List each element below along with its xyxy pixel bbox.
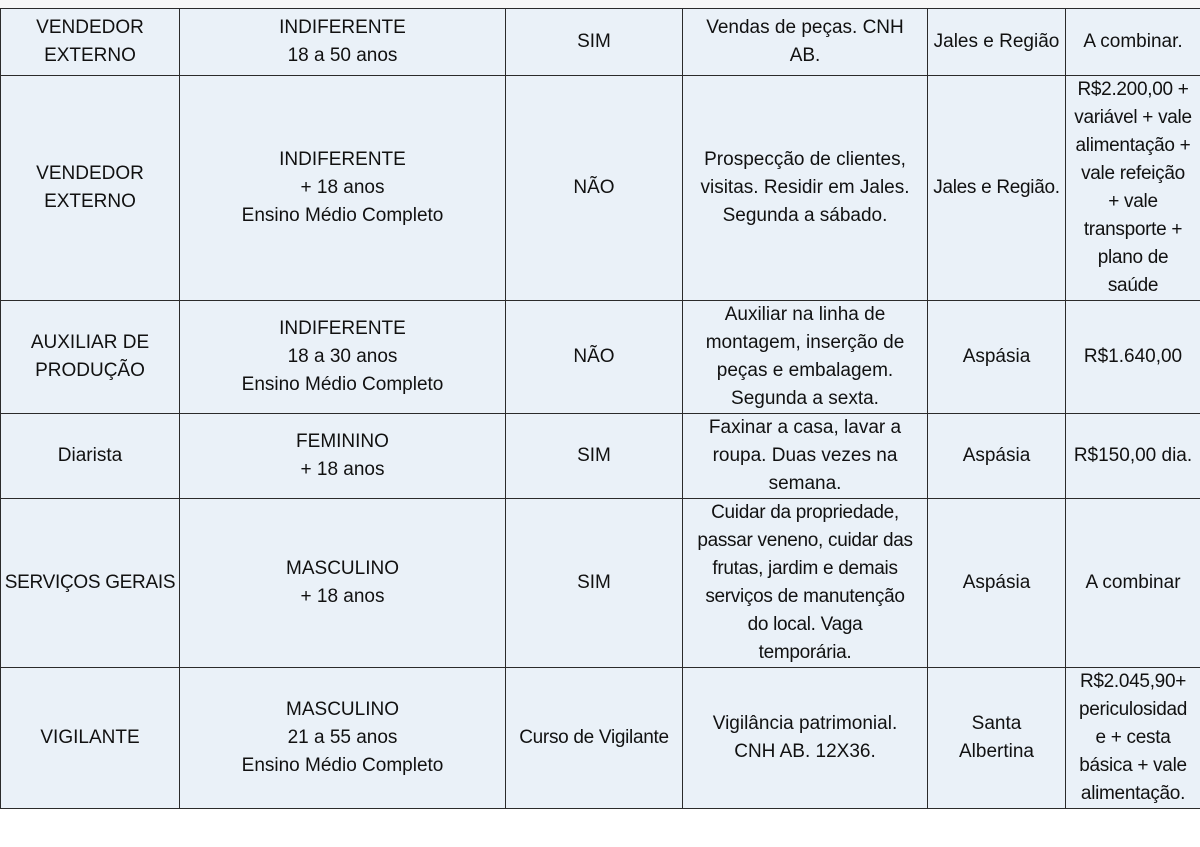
table-row bbox=[1, 76, 1200, 301]
role-cell: VIGILANTE bbox=[1, 668, 180, 809]
experience-cell: Curso de Vigilante bbox=[506, 668, 683, 809]
salary-cell: A combinar bbox=[1066, 499, 1200, 668]
description-cell: Faxinar a casa, lavar a roupa. Duas vezes na semana. bbox=[683, 414, 928, 499]
location-cell: Jales e Região. bbox=[928, 76, 1066, 301]
salary-cell: R$2.045,90+ periculosidad e + cesta básica + vale alimentação. bbox=[1066, 668, 1200, 809]
location-cell: Aspásia bbox=[928, 414, 1066, 499]
table-row bbox=[1, 668, 1200, 809]
role-cell: VENDEDOR EXTERNO bbox=[1, 9, 180, 76]
profile-cell: INDIFERENTE + 18 anos Ensino Médio Completo bbox=[180, 76, 506, 301]
description-cell: Vigilância patrimonial. CNH AB. 12X36. bbox=[683, 668, 928, 809]
profile-cell: INDIFERENTE 18 a 30 anos Ensino Médio Completo bbox=[180, 301, 506, 414]
location-cell: Santa Albertina bbox=[928, 668, 1066, 809]
table-row bbox=[1, 301, 1200, 414]
job-openings-table bbox=[0, 8, 1200, 809]
table-row bbox=[1, 414, 1200, 499]
experience-cell: SIM bbox=[506, 9, 683, 76]
description-cell: Prospecção de clientes, visitas. Residir em Jales. Segunda a sábado. bbox=[683, 76, 928, 301]
salary-cell: R$2.200,00 + variável + vale alimentação + vale refeição + vale transporte + plano de saúde bbox=[1066, 76, 1200, 301]
salary-cell: R$150,00 dia. bbox=[1066, 414, 1200, 499]
profile-cell: MASCULINO 21 a 55 anos Ensino Médio Completo bbox=[180, 668, 506, 809]
role-cell: VENDEDOR EXTERNO bbox=[1, 76, 180, 301]
description-cell: Cuidar da propriedade, passar veneno, cuidar das frutas, jardim e demais serviços de manutenção do local. Vaga temporária. bbox=[683, 499, 928, 668]
salary-cell: A combinar. bbox=[1066, 9, 1200, 76]
top-strip bbox=[0, 0, 1200, 8]
profile-cell: INDIFERENTE 18 a 50 anos bbox=[180, 9, 506, 76]
location-cell: Aspásia bbox=[928, 301, 1066, 414]
description-cell: Auxiliar na linha de montagem, inserção de peças e embalagem. Segunda a sexta. bbox=[683, 301, 928, 414]
profile-cell: FEMININO + 18 anos bbox=[180, 414, 506, 499]
salary-cell: R$1.640,00 bbox=[1066, 301, 1200, 414]
experience-cell: NÃO bbox=[506, 76, 683, 301]
role-cell: SERVIÇOS GERAIS bbox=[1, 499, 180, 668]
profile-cell: MASCULINO + 18 anos bbox=[180, 499, 506, 668]
role-cell: AUXILIAR DE PRODUÇÃO bbox=[1, 301, 180, 414]
location-cell: Jales e Região bbox=[928, 9, 1066, 76]
description-cell: Vendas de peças. CNH AB. bbox=[683, 9, 928, 76]
experience-cell: SIM bbox=[506, 499, 683, 668]
experience-cell: NÃO bbox=[506, 301, 683, 414]
location-cell: Aspásia bbox=[928, 499, 1066, 668]
table-row bbox=[1, 9, 1200, 76]
table-row bbox=[1, 499, 1200, 668]
experience-cell: SIM bbox=[506, 414, 683, 499]
role-cell: Diarista bbox=[1, 414, 180, 499]
